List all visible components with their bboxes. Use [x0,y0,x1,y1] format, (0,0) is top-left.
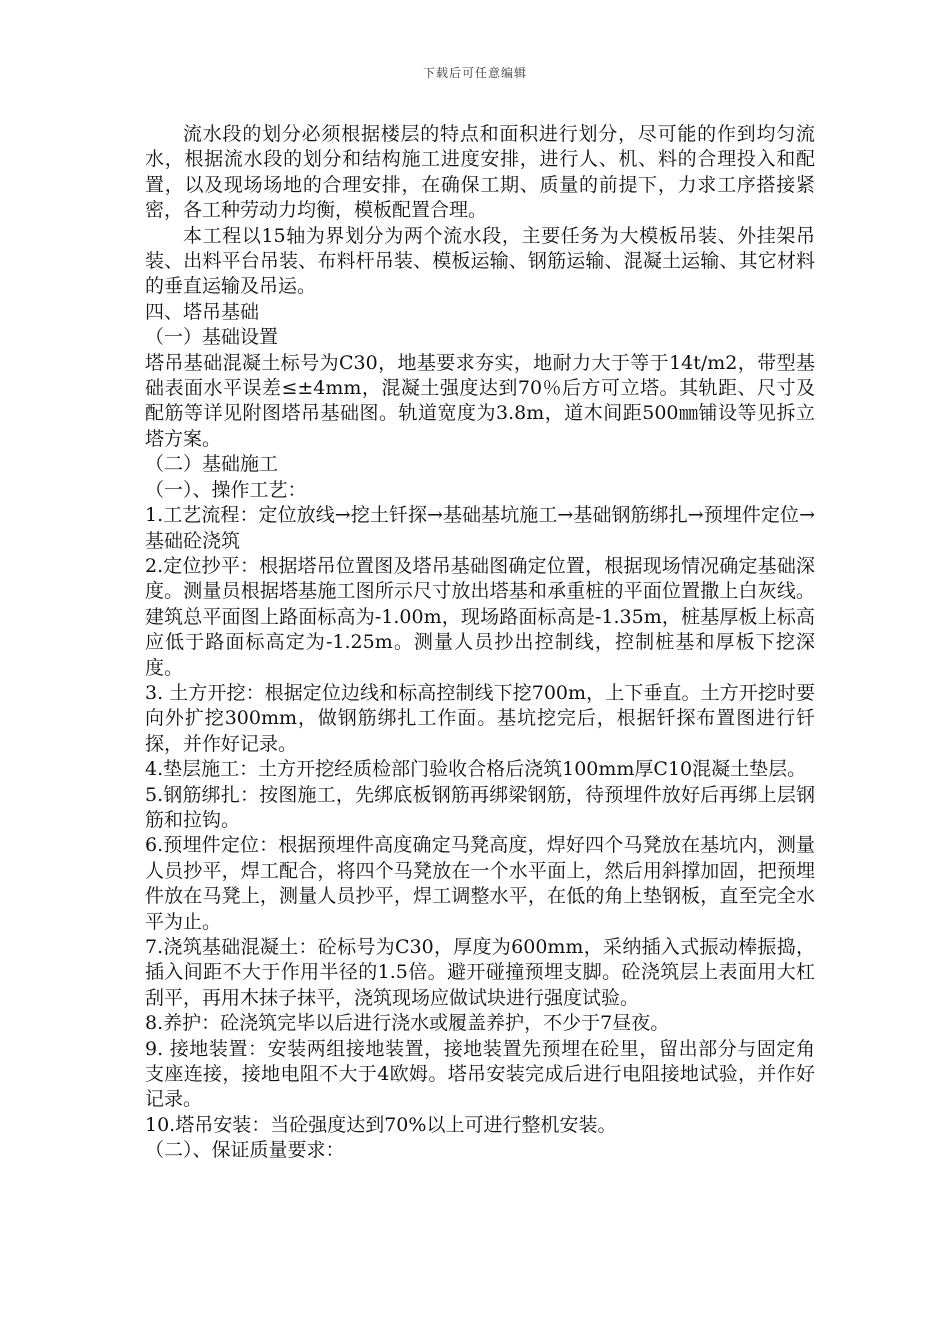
subsection-heading-quality-requirements: （二）、保证质量要求： [145,1139,345,1162]
list-item-curing: 8.养护：砼浇筑完毕以后进行浇水或履盖养护，不少于7昼夜。 [145,1012,670,1035]
paragraph-foundation-requirements: 塔吊基础混凝土标号为C30，地基要求夯实，地耐力大于等于14t/m2，带型基础表面水平误差≤±4mm，混凝土强度达到70％后方可立塔。其轨距、尺寸及配筋等详见附图塔吊基础图。轨道宽度为3.8m，道木间距500㎜铺设等见拆立塔方案。 [145,351,815,450]
document-body [145,122,815,1164]
list-item-embedded-parts: 6.预埋件定位：根据预埋件高度确定马凳高度，焊好四个马凳放在基坑内，测量人员抄平，焊工配合，将四个马凳放在一个水平面上，然后用斜撑加固，把预埋件放在马凳上，测量人员抄平，焊工调整水平，在低的角上垫钢板，直至完全水平为止。 [145,834,815,933]
list-item-rebar-binding: 5.钢筋绑扎：按图施工，先绑底板钢筋再绑梁钢筋，待预埋件放好后再绑上层钢筋和拉钩。 [145,783,815,831]
subsection-heading-foundation-construction: （二）基础施工 [145,453,279,476]
section-heading-tower-crane-foundation: 四、塔吊基础 [145,300,260,323]
paragraph-flow-section-division: 流水段的划分必须根据楼层的特点和面积进行划分，尽可能的作到均匀流水，根据流水段的划分和结构施工进度安排，进行人、机、料的合理投入和配置，以及现场场地的合理安排，在确保工期、质量的前提下，力求工序搭接紧密，各工种劳动力均衡，模板配置合理。 [145,123,815,222]
paragraph-project-flow-sections: 本工程以15轴为界划分为两个流水段，主要任务为大模板吊装、外挂架吊装、出料平台吊装、布料杆吊装、模板运输、钢筋运输、混凝土运输、其它材料的垂直运输及吊运。 [145,224,815,298]
list-item-process-flow: 1.工艺流程：定位放线→挖土钎探→基础基坑施工→基础钢筋绑扎→预埋件定位→基础砼浇筑 [145,504,815,552]
subsection-heading-foundation-setup: （一）基础设置 [145,326,279,349]
list-item-concrete-pouring: 7.浇筑基础混凝土：砼标号为C30，厚度为600mm，采纳插入式振动棒振捣，插入间距不大于作用半径的1.5倍。避开碰撞预埋支脚。砼浇筑层上表面用大杠刮平，再用木抹子抹平，浇筑现场应做试块进行强度试验。 [145,936,815,1009]
page-header: 下载后可任意编辑 [422,66,527,80]
subsection-heading-operation-process: （一）、操作工艺： [145,478,307,501]
list-item-excavation: 3. 土方开挖：根据定位边线和标高控制线下挖700m，上下垂直。土方开挖时要向外扩挖300mm，做钢筋绑扎工作面。基坑挖完后，根据钎探布置图进行钎探，并作好记录。 [145,681,815,755]
list-item-grounding: 9. 接地装置：安装两组接地装置，接地装置先预埋在砼里，留出部分与固定角支座连接，接地电阻不大于4欧姆。塔吊安装完成后进行电阻接地试验，并作好记录。 [145,1037,815,1111]
list-item-cushion-layer: 4.垫层施工：土方开挖经质检部门验收合格后浇筑100mm厚C10混凝土垫层。 [145,758,807,781]
list-item-crane-installation: 10.塔吊安装：当砼强度达到70%以上可进行整机安装。 [145,1113,617,1136]
list-item-positioning-leveling: 2.定位抄平：根据塔吊位置图及塔吊基础图确定位置，根据现场情况确定基础深度。测量员根据塔基施工图所示尺寸放出塔基和承重桩的平面位置撒上白灰线。建筑总平面图上路面标高为-1.00m，现场路面标高是-1.35m，桩基厚板上标高应低于路面标高定为-1.25m。测量人员抄出控制线，控制桩基和厚板下挖深度。 [145,554,815,679]
